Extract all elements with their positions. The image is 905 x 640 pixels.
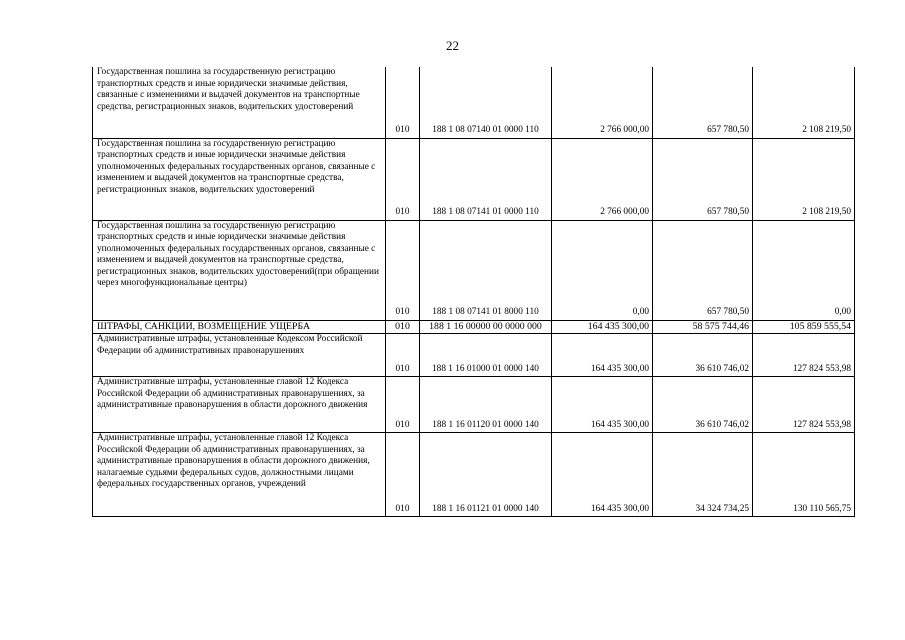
row-admin-code: 010 [386,67,420,138]
row-remaining-amount: 127 824 553,98 [753,334,855,377]
row-budget-code: 188 1 16 01121 01 0000 140 [420,433,552,517]
row-description: Административные штрафы, установленные Кодексом Российской Федерации об административных правонарушениях [93,334,386,377]
row-budget-code: 188 1 08 07141 01 8000 110 [420,220,552,320]
row-approved-amount: 164 435 300,00 [552,433,653,517]
row-description: Государственная пошлина за государственную регистрацию транспортных средств и иные юридически значимые действия уполномоченных федеральных государственных органов, связанные с изменением и выдачей документов на транспортные средства, регистрационных знаков, водительских удостоверений(при обращении через многофункциональные центры) [93,220,386,320]
row-approved-amount: 164 435 300,00 [552,377,653,433]
table-row [93,67,855,138]
row-admin-code: 010 [386,320,420,334]
table-row [93,138,855,220]
row-description: Административные штрафы, установленные главой 12 Кодекса Российской Федерации об административных правонарушениях, за административные правонарушения в области дорожного движения [93,377,386,433]
row-budget-code: 188 1 16 00000 00 0000 000 [420,320,552,334]
row-admin-code: 010 [386,377,420,433]
table-row [93,220,855,320]
row-executed-amount: 657 780,50 [653,138,753,220]
row-description: Государственная пошлина за государственную регистрацию транспортных средств и иные юридически значимые действия уполномоченных федеральных государственных органов, связанные с изменением и выдачей документов на транспортные средства, регистрационных знаков, водительских удостоверений [93,138,386,220]
row-description: Государственная пошлина за государственную регистрацию транспортных средств и иные юридически значимые действия, связанные с изменениями и выдачей документов на транспортные средства, регистрационных знаков, водительских удостоверений [93,67,386,138]
row-admin-code: 010 [386,138,420,220]
row-budget-code: 188 1 08 07141 01 0000 110 [420,138,552,220]
table-row [93,334,855,377]
row-executed-amount: 34 324 734,25 [653,433,753,517]
row-budget-code: 188 1 16 01000 01 0000 140 [420,334,552,377]
row-remaining-amount: 0,00 [753,220,855,320]
row-executed-amount: 36 610 746,02 [653,334,753,377]
page-number: 22 [446,38,459,53]
row-approved-amount: 0,00 [552,220,653,320]
row-remaining-amount: 2 108 219,50 [753,138,855,220]
row-approved-amount: 164 435 300,00 [552,320,653,334]
table-row [93,433,855,517]
row-approved-amount: 2 766 000,00 [552,67,653,138]
row-remaining-amount: 127 824 553,98 [753,377,855,433]
section-title: ШТРАФЫ, САНКЦИИ, ВОЗМЕЩЕНИЕ УЩЕРБА [93,320,386,334]
revenue-table [92,67,855,517]
table-row-section [93,320,855,334]
row-approved-amount: 164 435 300,00 [552,334,653,377]
table-row [93,377,855,433]
row-executed-amount: 36 610 746,02 [653,377,753,433]
row-remaining-amount: 130 110 565,75 [753,433,855,517]
row-executed-amount: 657 780,50 [653,67,753,138]
row-remaining-amount: 2 108 219,50 [753,67,855,138]
row-budget-code: 188 1 16 01120 01 0000 140 [420,377,552,433]
row-remaining-amount: 105 859 555,54 [753,320,855,334]
row-description: Административные штрафы, установленные главой 12 Кодекса Российской Федерации об административных правонарушениях, за административные правонарушения в области дорожного движения, налагаемые судьями федеральных судов, должностными лицами федеральных государственных органов, учреждений [93,433,386,517]
row-admin-code: 010 [386,220,420,320]
row-admin-code: 010 [386,334,420,377]
row-budget-code: 188 1 08 07140 01 0000 110 [420,67,552,138]
row-approved-amount: 2 766 000,00 [552,138,653,220]
row-executed-amount: 657 780,50 [653,220,753,320]
row-admin-code: 010 [386,433,420,517]
row-executed-amount: 58 575 744,46 [653,320,753,334]
